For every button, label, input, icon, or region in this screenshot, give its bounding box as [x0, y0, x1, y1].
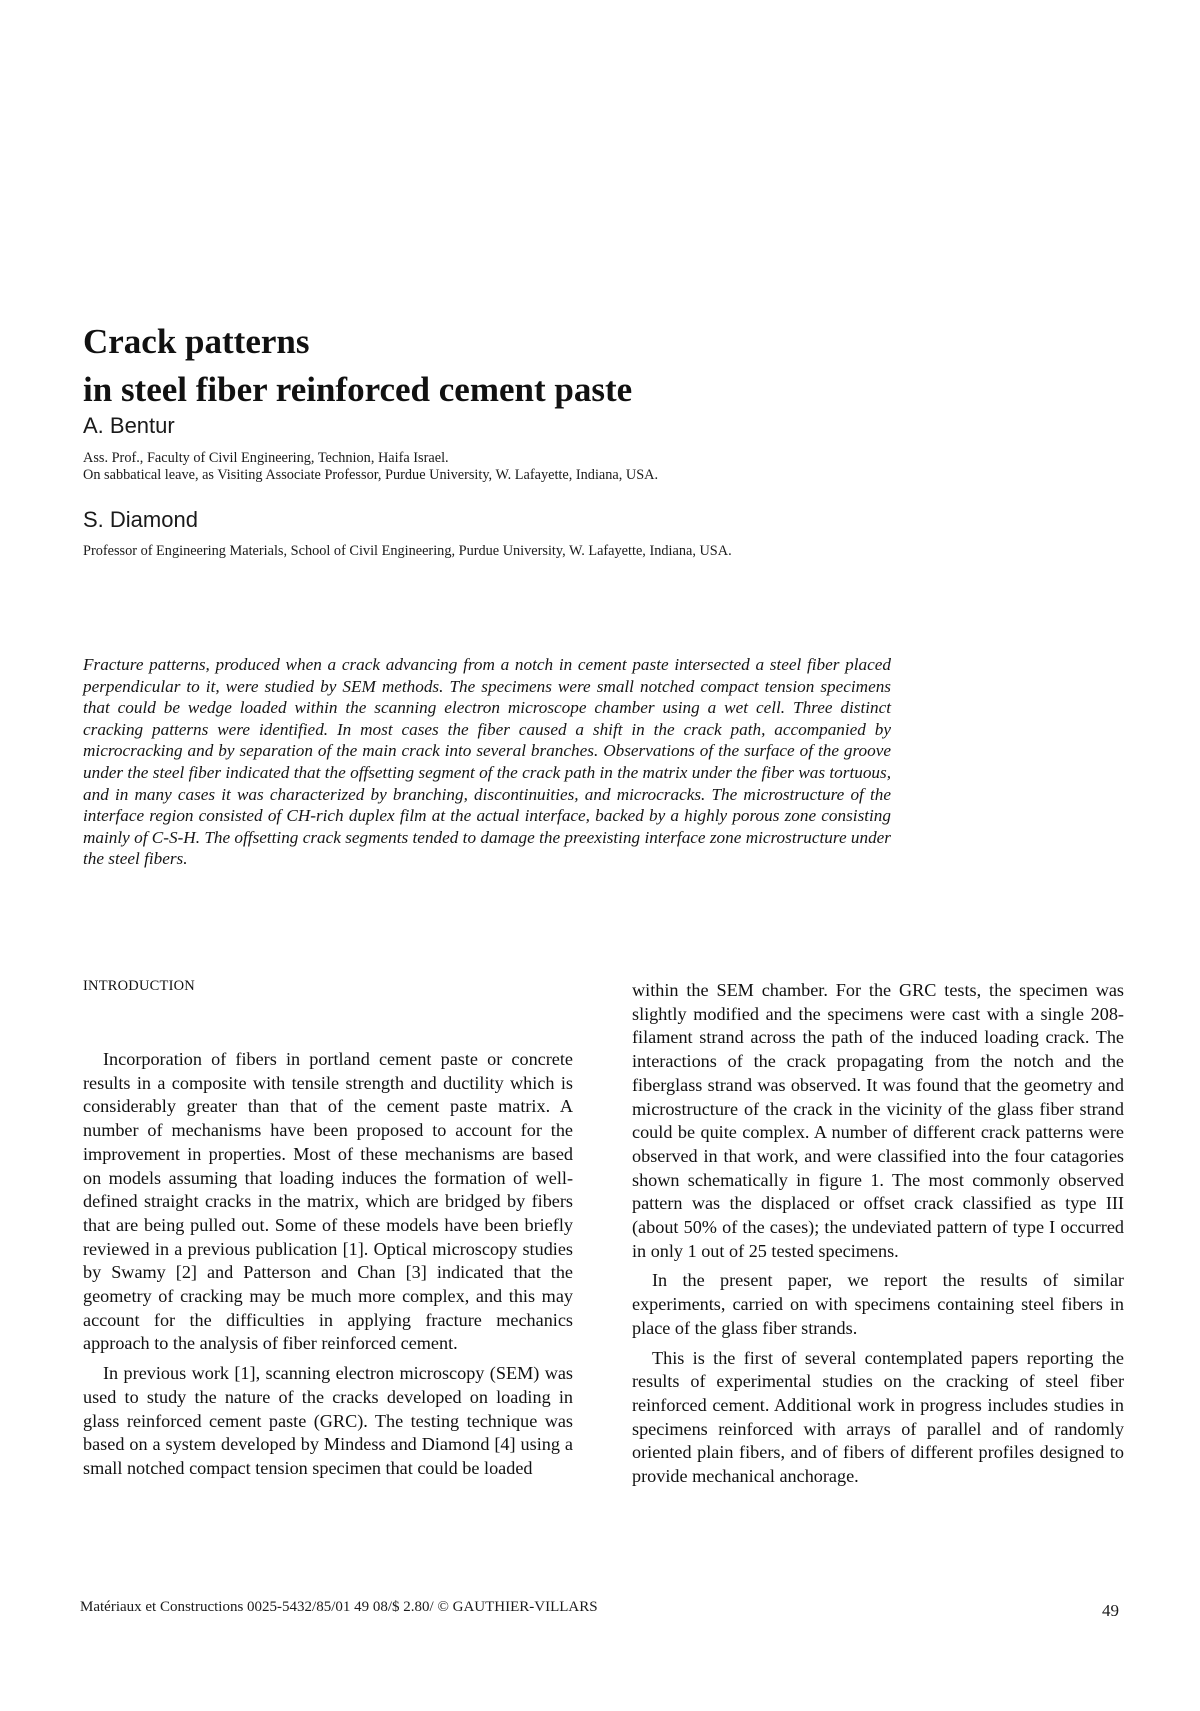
- author-affiliation-2: [83, 543, 732, 560]
- paragraph: In the present paper, we report the results of similar experiments, carried on with specimens containing steel fibers in place of the glass fiber strands.: [632, 1270, 1124, 1338]
- affiliation-line: Ass. Prof., Faculty of Civil Engineering, Technion, Haifa Israel.: [83, 450, 449, 466]
- journal-footer: Matériaux et Constructions 0025-5432/85/01 49 08/$ 2.80/ © GAUTHIER-VILLARS: [80, 1599, 598, 1615]
- author-affiliation-1: [83, 450, 658, 484]
- title-line-1: Crack patterns: [83, 322, 310, 361]
- paragraph: This is the first of several contemplated papers reporting the results of experimental studies on the cracking of steel fiber reinforced cement. Additional work in progress includes studies in specimens reinforced with arrays of parallel and of randomly oriented plain fibers, and of fibers of different profiles designed to provide mechanical anchorage.: [632, 1347, 1124, 1487]
- page-number: 49: [1102, 1601, 1119, 1620]
- left-column: [83, 1048, 573, 1487]
- author-name-2: S. Diamond: [83, 507, 198, 532]
- paragraph: Incorporation of fibers in portland cement paste or concrete results in a composite with tensile strength and ductility which is considerably greater than that of the cement paste matrix. A number of mechanisms have been proposed to account for the improvement in properties. Most of these mechanisms are based on models assuming that loading induces the formation of well-defined straight cracks in the matrix, which are bridged by fibers that are being pulled out. Some of these models have been briefly reviewed in a previous publication [1]. Optical microscopy studies by Swamy [2] and Patterson and Chan [3] indicated that the geometry of cracking may be much more complex, and this may account for the difficulties in applying fracture mechanics approach to the analysis of fiber reinforced cement.: [83, 1049, 573, 1354]
- affiliation-line: On sabbatical leave, as Visiting Associate Professor, Purdue University, W. Lafayette, Indiana, USA.: [83, 467, 659, 483]
- title-line-2: in steel fiber reinforced cement paste: [83, 370, 633, 409]
- affiliation-line: Professor of Engineering Materials, School of Civil Engineering, Purdue University, W. Lafayette, Indiana, USA.: [83, 543, 732, 559]
- right-column: [632, 979, 1124, 1495]
- paragraph: In previous work [1], scanning electron microscopy (SEM) was used to study the nature of the cracks developed on loading in glass reinforced cement paste (GRC). The testing technique was based on a system developed by Mindess and Diamond [4] using a small notched compact tension specimen that could be loaded: [83, 1363, 573, 1478]
- author-name-1: A. Bentur: [83, 413, 175, 438]
- abstract: Fracture patterns, produced when a crack advancing from a notch in cement paste intersected a steel fiber placed perpendicular to it, were studied by SEM methods. The specimens were small notched compact tension specimens that could be wedge loaded within the scanning electron microscope chamber using a wet cell. Three distinct cracking patterns were identified. In most cases the fiber caused a shift in the crack path, accompanied by microcracking and by separation of the main crack into several branches. Observations of the surface of the groove under the steel fiber indicated that the offsetting segment of the crack path in the matrix under the fiber was tortuous, and in many cases it was characterized by branching, discontinuities, and microcracks. The microstructure of the interface region consisted of CH-rich duplex film at the actual interface, backed by a highly porous zone consisting mainly of C-S-H. The offsetting crack segments tended to damage the preexisting interface zone microstructure under the steel fibers.: [83, 655, 891, 869]
- section-heading-introduction: INTRODUCTION: [83, 978, 195, 994]
- paper-title: [83, 318, 983, 414]
- paragraph: within the SEM chamber. For the GRC tests, the specimen was slightly modified and the specimens were cast with a single 208-filament strand across the path of the induced loading crack. The interactions of the crack propagating from the notch and the fiberglass strand was observed. It was found that the geometry and microstructure of the crack in the vicinity of the glass fiber strand could be quite complex. A number of different crack patterns were observed in that work, and were classified into the four catagories shown schematically in figure 1. The most commonly observed pattern was the displaced or offset crack classified as type III (about 50% of the cases); the undeviated pattern of type I occurred in only 1 out of 25 tested specimens.: [632, 980, 1124, 1261]
